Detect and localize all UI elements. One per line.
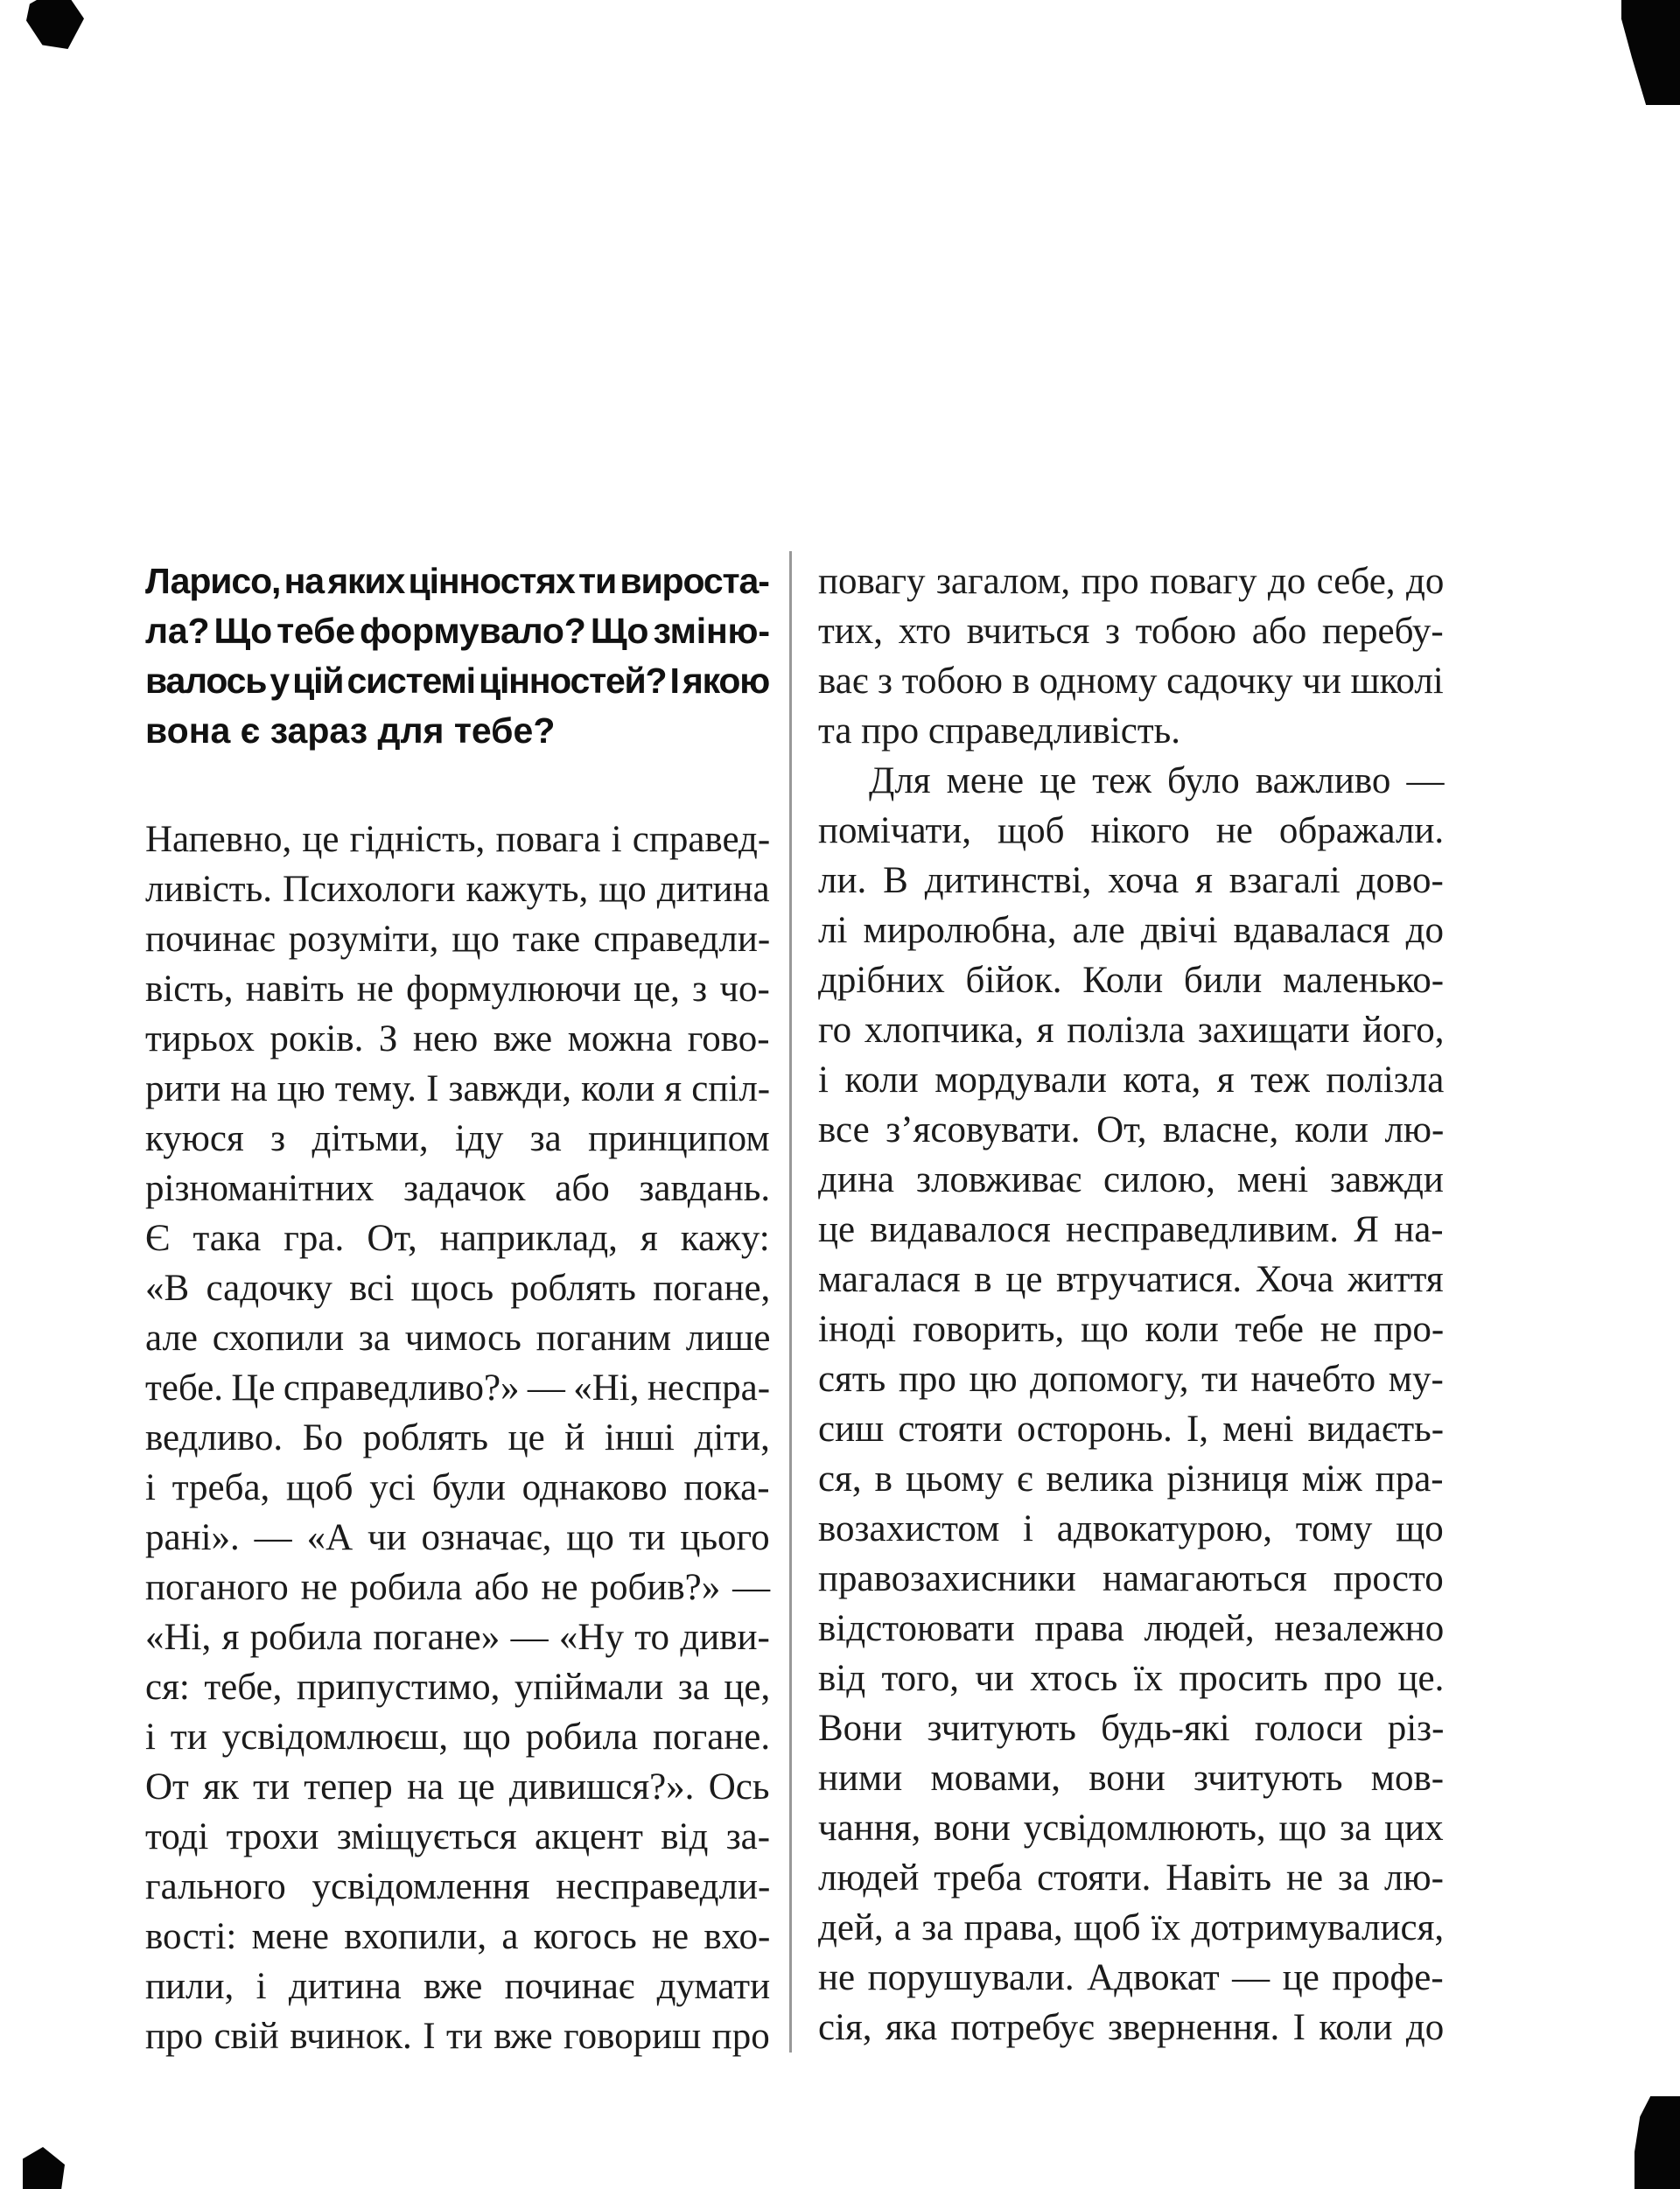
text-line (818, 1953, 1444, 2003)
text-line-content: куюся з дітьми, іду за принципом (145, 1118, 770, 1159)
text-line-content: рити на цю тему. І завжди, коли я спіл- (145, 1068, 771, 1109)
text-line-content: поганого не робила або не робив?» — (145, 1567, 771, 1608)
text-line-content: тих, хто вчиться з тобою або перебу- (818, 611, 1444, 652)
text-line (818, 1304, 1444, 1354)
text-line (145, 1164, 770, 1213)
text-line-content: відстоювати права людей, незалежно (818, 1608, 1445, 1649)
text-line-content: тирьох років. З нею вже можна гово- (145, 1018, 770, 1060)
text-line-content: Для мене це теж було важливо — (869, 760, 1445, 801)
scan-mark-top-right (1621, 0, 1680, 105)
text-line (818, 1354, 1444, 1404)
text-line-content: іноді говорить, що коли тебе не про- (818, 1309, 1445, 1350)
text-line (818, 1155, 1444, 1205)
text-line-content: валось у цій системі цінностей? І якою (145, 661, 770, 701)
text-line-content: От як ти тепер на це дивишся?». Ось (145, 1766, 770, 1808)
text-line (145, 1612, 770, 1662)
text-line (818, 1105, 1444, 1155)
interview-answer-column-2 (818, 556, 1444, 2053)
text-line-content: не порушували. Адвокат — це профе- (818, 1957, 1444, 1998)
text-line (145, 706, 770, 756)
text-line-content: Вони зчитують будь-які голоси різ- (818, 1708, 1445, 1749)
text-line (818, 1504, 1444, 1554)
text-line-content: і коли мордували кота, я теж полізла (818, 1060, 1445, 1101)
text-line-content: і ти усвідомлюєш, що робила погане. (145, 1717, 771, 1758)
left-text-column (145, 556, 770, 2061)
text-line (818, 1454, 1444, 1504)
text-line (145, 1513, 770, 1563)
text-line (818, 1604, 1444, 1654)
text-line-content: повагу загалом, про повагу до себе, до (818, 561, 1445, 602)
text-line-content: ся, в цьому є велика різниця між пра- (818, 1458, 1444, 1500)
text-line (818, 556, 1444, 606)
text-line (145, 1563, 770, 1612)
text-line-content: починає розуміти, що таке справедли- (145, 919, 771, 960)
text-line (145, 1114, 770, 1164)
text-line-content: і треба, щоб усі були однаково пока- (145, 1467, 770, 1508)
text-line (818, 1205, 1444, 1255)
text-line (818, 1903, 1444, 1953)
column-divider-line (789, 551, 792, 2053)
text-line (145, 2011, 770, 2061)
text-line (145, 656, 770, 706)
text-line (818, 1005, 1444, 1055)
text-line (145, 556, 770, 606)
text-line (145, 1413, 770, 1463)
text-line (145, 1313, 770, 1363)
text-line-content: вості: мене вхопили, а когось не вхо- (145, 1916, 771, 1957)
right-text-column (818, 556, 1444, 2053)
text-line-content: та про справедливість. (818, 710, 1181, 752)
text-line (818, 706, 1444, 756)
text-line (818, 1753, 1444, 1803)
text-line (818, 606, 1444, 656)
text-line (818, 1853, 1444, 1903)
text-line-content: вона є зараз для тебе? (145, 710, 556, 751)
text-line (818, 1554, 1444, 1604)
text-line (145, 1812, 770, 1862)
text-line (145, 964, 770, 1014)
text-line-content: дина зловживає силою, мені завжди (818, 1159, 1444, 1200)
text-line (145, 1463, 770, 1513)
text-line-content: вість, навіть не формулюючи це, з чо- (145, 969, 770, 1010)
text-line-content: помічати, щоб нікого не ображали. (818, 810, 1445, 851)
text-line (818, 1404, 1444, 1454)
text-line-content: сять про цю допомогу, ти начебто му- (818, 1359, 1444, 1400)
text-line-content: «Ні, я робила погане» — «Ну то диви- (145, 1617, 770, 1658)
text-line (818, 1255, 1444, 1304)
text-line-content: дей, а за права, щоб їх дотримувалися, (818, 1907, 1445, 1948)
text-line (145, 1014, 770, 1064)
text-line (145, 1762, 770, 1812)
text-line-content: різноманітних задачок або завдань. (145, 1168, 771, 1209)
text-line-content: го хлопчика, я полізла захищати його, (818, 1010, 1445, 1051)
scan-mark-bottom-left (23, 2147, 65, 2189)
text-line-content: гального усвідомлення несправедли- (145, 1866, 771, 1907)
interview-question-heading (145, 556, 770, 756)
text-line-content: лі миролюбна, але двічі вдавалася до (818, 910, 1445, 951)
text-line-content: про свій вчинок. І ти вже говориш про (145, 2016, 770, 2057)
text-line-content: тоді трохи зміщується акцент від за- (145, 1816, 771, 1857)
text-line-content: сія, яка потребує звернення. І коли до (818, 2007, 1445, 2048)
text-line (145, 1363, 770, 1413)
text-line-content: Напевно, це гідність, повага і справед- (145, 819, 771, 860)
text-line-content: пили, і дитина вже починає думати (145, 1966, 771, 2007)
text-line (818, 955, 1444, 1005)
text-line (145, 1962, 770, 2011)
text-line-content: Ларисо, на яких цінностях ти вироста- (145, 561, 769, 601)
text-line-content: сиш стояти осторонь. І, мені видаєть- (818, 1409, 1445, 1450)
text-line-content: ла? Що тебе формувало? Що зміню- (145, 611, 770, 651)
text-line (145, 1662, 770, 1712)
scan-mark-top-left (26, 0, 84, 49)
text-line-content: ведливо. Бо роблять це й інші діти, (145, 1417, 770, 1458)
text-line-content: ли. В дитинстві, хоча я взагалі дово- (818, 860, 1444, 901)
text-line-content: це видавалося несправедливим. Я на- (818, 1209, 1444, 1250)
text-line-content: чання, вони усвідомлюють, що за цих (818, 1808, 1444, 1849)
text-line (818, 2003, 1444, 2053)
text-line (145, 1712, 770, 1762)
scan-mark-bottom-right (1634, 2096, 1680, 2189)
text-line-content: Є така гра. От, наприклад, я кажу: (145, 1218, 770, 1259)
text-line (818, 1654, 1444, 1703)
text-line-content: магалася в це втручатися. Хоча життя (818, 1259, 1444, 1300)
text-line (818, 856, 1444, 906)
text-line-content: ними мовами, вони зчитують мов- (818, 1758, 1445, 1799)
text-line-content: ливість. Психологи кажуть, що дитина (145, 869, 770, 910)
interview-answer-column-1 (145, 815, 770, 2061)
text-line (818, 1055, 1444, 1105)
text-line-content: рані». — «А чи означає, що ти цього (145, 1517, 770, 1558)
text-line-content: ває з тобою в одному садочку чи школі (818, 661, 1444, 702)
text-line (145, 914, 770, 964)
text-line (145, 1263, 770, 1313)
text-line (145, 1064, 770, 1114)
text-line-content: людей треба стояти. Навіть не за лю- (818, 1857, 1444, 1899)
text-line-content: тебе. Це справедливо?» — «Ні, неспра- (145, 1367, 771, 1409)
text-line-content: все з’ясовувати. От, власне, коли лю- (818, 1109, 1445, 1150)
text-line (145, 1213, 770, 1263)
text-line (818, 756, 1444, 806)
text-line (818, 906, 1444, 955)
text-line (145, 1912, 770, 1962)
text-line-content: від того, чи хтось їх просить про це. (818, 1658, 1445, 1699)
text-line-content: дрібних бійок. Коли били маленько- (818, 960, 1445, 1001)
text-line-content: але схопили за чимось поганим лише (145, 1318, 771, 1359)
text-line (818, 806, 1444, 856)
text-line (818, 1703, 1444, 1753)
text-line-content: «В садочку всі щось роблять погане, (145, 1268, 771, 1309)
text-line-content: возахистом і адвокатурою, тому що (818, 1508, 1444, 1549)
text-line (818, 656, 1444, 706)
text-line (145, 606, 770, 656)
text-line-content: правозахисники намагаються просто (818, 1558, 1444, 1599)
text-line (145, 864, 770, 914)
text-line (145, 815, 770, 864)
text-line (145, 1862, 770, 1912)
text-line (818, 1803, 1444, 1853)
text-line-content: ся: тебе, припустимо, упіймали за це, (145, 1667, 771, 1708)
